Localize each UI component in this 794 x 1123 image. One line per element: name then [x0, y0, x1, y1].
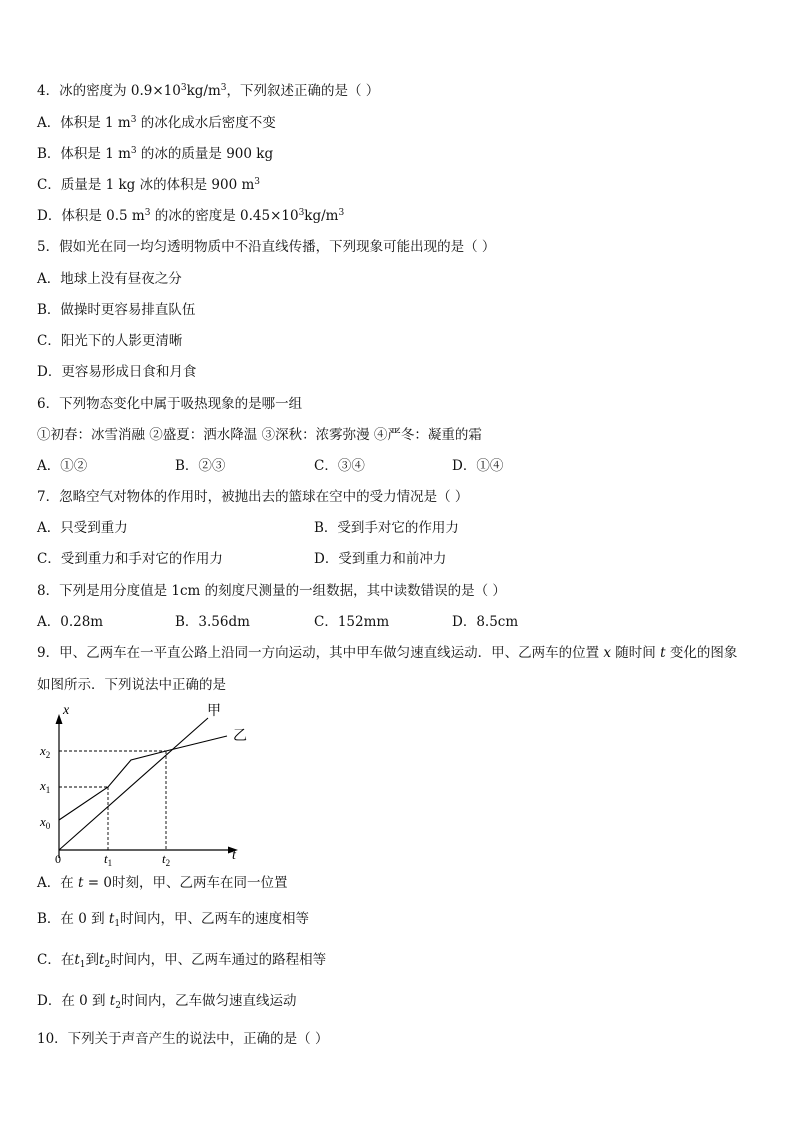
q6-option-b: B．②③ — [175, 458, 226, 474]
q7-option-c: C．受到重力和手对它的作用力 — [37, 551, 223, 567]
y-axis-arrow — [56, 714, 63, 724]
q5-option-a: A．地球上没有昼夜之分 — [37, 271, 182, 287]
q7-option-b: B．受到手对它的作用力 — [314, 520, 459, 536]
q9-option-d: D．在 0 到 $t_2$时间内，乙车做匀速直线运动 — [37, 993, 297, 1011]
q8-stem: 8．下列是用分度值是 1cm 的刻度尺测量的一组数据，其中读数错误的是（ ） — [37, 583, 506, 599]
q4-option-a: A．体积是 1 $m^3$ 的冰化成水后密度不变 — [37, 115, 276, 131]
q10-stem: 10．下列关于声音产生的说法中，正确的是（ ） — [37, 1031, 329, 1047]
q6-option-a: A．①② — [37, 458, 88, 474]
q4-option-b: B．体积是 1 $m^3$ 的冰的质量是 900 kg — [37, 146, 274, 162]
jia-label: 甲 — [207, 704, 221, 719]
q4-option-c: C．质量是 1 kg 冰的体积是 900 $m^3$ — [37, 177, 260, 193]
q7-option-a: A．只受到重力 — [37, 520, 128, 536]
x1-label: $x_1$ — [40, 778, 51, 795]
q4-stem: 4．冰的密度为 $0.9\times 10^3kg/m^3$，下列叙述正确的是（ ） — [37, 83, 380, 99]
q5-stem: 5．假如光在同一均匀透明物质中不沿直线传播，下列现象可能出现的是（ ） — [37, 239, 496, 255]
position-time-graph — [30, 700, 260, 870]
q7-stem: 7．忽略空气对物体的作用时，被抛出去的篮球在空中的受力情况是（ ） — [37, 489, 469, 505]
q8-option-d: D．8.5cm — [452, 614, 519, 630]
x0-label: $x_0$ — [40, 814, 51, 831]
q4-option-d: D．体积是 0.5 $m^3$ 的冰的密度是 $0.45\times 10^3kg/m^3$ — [37, 208, 345, 224]
origin-label: 0 — [55, 852, 61, 866]
q6-option-c: C．③④ — [314, 458, 365, 474]
q9-option-a: A．在 t = 0时刻，甲、乙两车在同一位置 — [37, 875, 288, 891]
q8-option-b: B．3.56dm — [175, 614, 250, 630]
yi-line — [59, 736, 227, 820]
x-axis-label: t — [232, 848, 236, 863]
q8-option-a: A．0.28m — [37, 614, 104, 630]
q9-option-b: B．在 0 到 $t_1$时间内，甲、乙两车的速度相等 — [37, 911, 310, 929]
q5-option-b: B．做操时更容易排直队伍 — [37, 302, 196, 318]
q6-stem: 6．下列物态变化中属于吸热现象的是哪一组 — [37, 396, 303, 412]
yi-label: 乙 — [233, 729, 247, 744]
q6-option-d: D．①④ — [452, 458, 504, 474]
t1-label: $t_1$ — [104, 851, 113, 868]
q9-stem: 9．甲、乙两车在一平直公路上沿同一方向运动，其中甲车做匀速直线运动．甲、乙两车的位置 x 随时间 t 变化的图象 — [37, 645, 738, 661]
y-axis-label: x — [63, 703, 70, 718]
x2-label: $x_2$ — [40, 743, 51, 760]
q7-option-d: D．受到重力和前冲力 — [314, 551, 447, 567]
q9-stem-continued: 如图所示．下列说法中正确的是 — [37, 677, 226, 693]
jia-line — [59, 718, 208, 850]
q8-option-c: C．152mm — [314, 614, 390, 630]
q6-items: ①初春：冰雪消融 ②盛夏：洒水降温 ③深秋：浓雾弥漫 ④严冬：凝重的霜 — [37, 427, 482, 443]
q5-option-d: D．更容易形成日食和月食 — [37, 364, 197, 380]
t2-label: $t_2$ — [162, 851, 171, 868]
q9-option-c: C．在$t_1$到$t_2$时间内，甲、乙两车通过的路程相等 — [37, 952, 327, 970]
q5-option-c: C．阳光下的人影更清晰 — [37, 333, 183, 349]
